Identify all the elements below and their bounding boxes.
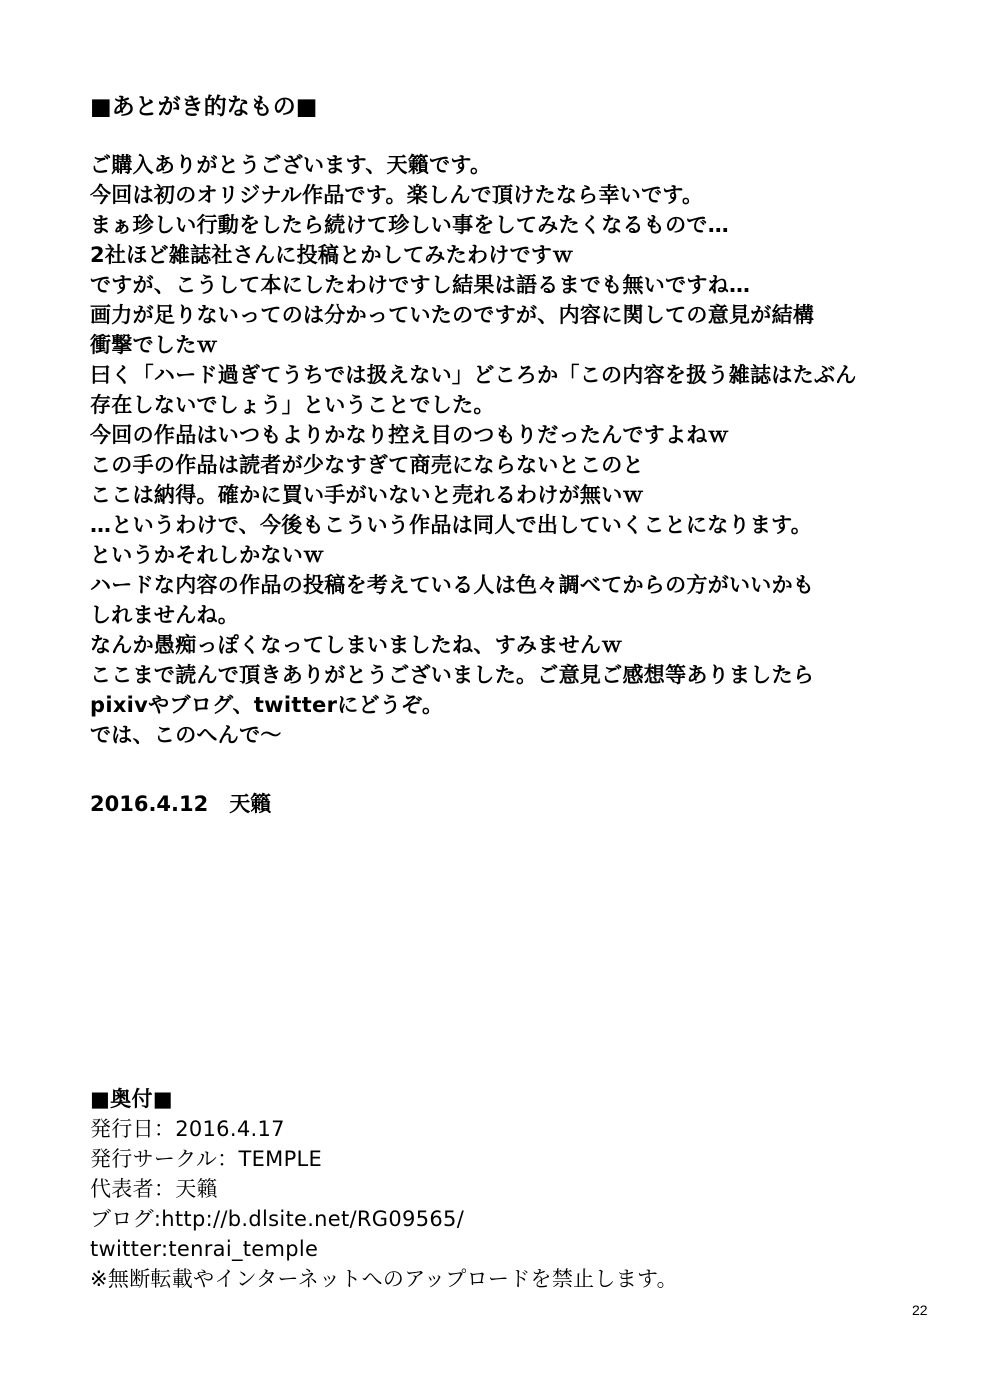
page-number: 22	[912, 1302, 928, 1318]
afterword-line: 存在しないでしょう」ということでした。	[90, 393, 495, 417]
afterword-line: まぁ珍しい行動をしたら続けて珍しい事をしてみたくなるもので…	[90, 213, 729, 237]
afterword-line: 今回の作品はいつもよりかなり控え目のつもりだったんですよねｗ	[90, 423, 729, 447]
afterword-signature: 2016.4.12 天籟	[90, 792, 272, 816]
afterword-line: 2社ほど雑誌社さんに投稿とかしてみたわけですｗ	[90, 243, 574, 267]
afterword-line: …というわけで、今後もこういう作品は同人で出していくことになります。	[90, 513, 813, 537]
afterword-line: ですが、こうして本にしたわけですし結果は語るまでも無いですね…	[90, 273, 751, 297]
colophon	[90, 1084, 950, 1294]
afterword-line: ご購入ありがとうございます、天籟です。	[90, 153, 492, 177]
afterword-line: 画力が足りないってのは分かっていたのですが、内容に関しての意見が結構	[90, 303, 815, 327]
afterword-line: ハードな内容の作品の投稿を考えている人は色々調べてからの方がいいかも	[90, 573, 815, 597]
afterword-line: では、このへんで～	[90, 723, 282, 747]
colophon-twitter: twitter:tenrai_temple	[90, 1237, 319, 1261]
colophon-representative: 代表者：天籟	[90, 1177, 218, 1201]
afterword-heading: ■あとがき的なもの■	[90, 94, 318, 120]
colophon-heading: ■奥付■	[90, 1087, 173, 1111]
afterword-body	[90, 150, 950, 750]
afterword-line: しれませんね。	[90, 603, 240, 627]
afterword-line: ここまで読んで頂きありがとうございました。ご意見ご感想等ありましたら	[90, 663, 815, 687]
colophon-issue-date: 発行日：2016.4.17	[90, 1117, 285, 1141]
afterword-line: この手の作品は読者が少なすぎて商売にならないとこのと	[90, 453, 644, 477]
afterword-line: なんか愚痴っぽくなってしまいましたね、すみませんｗ	[90, 633, 623, 657]
afterword-line: ここは納得。確かに買い手がいないと売れるわけが無いｗ	[90, 483, 644, 507]
afterword-line: 曰く「ハード過ぎてうちでは扱えない」どころか「この内容を扱う雑誌はたぶん	[90, 363, 857, 387]
afterword-line: 衝撃でしたｗ	[90, 333, 218, 357]
afterword-line: 今回は初のオリジナル作品です。楽しんで頂けたなら幸いです。	[90, 183, 704, 207]
afterword-line: というかそれしかないｗ	[90, 543, 325, 567]
afterword-line: pixivやブログ、twitterにどうぞ。	[90, 693, 444, 717]
colophon-notice: ※無断転載やインターネットへのアップロードを禁止します。	[90, 1267, 678, 1291]
colophon-circle: 発行サークル：TEMPLE	[90, 1147, 323, 1171]
colophon-blog: ブログ:http://b.dlsite.net/RG09565/	[90, 1207, 465, 1231]
